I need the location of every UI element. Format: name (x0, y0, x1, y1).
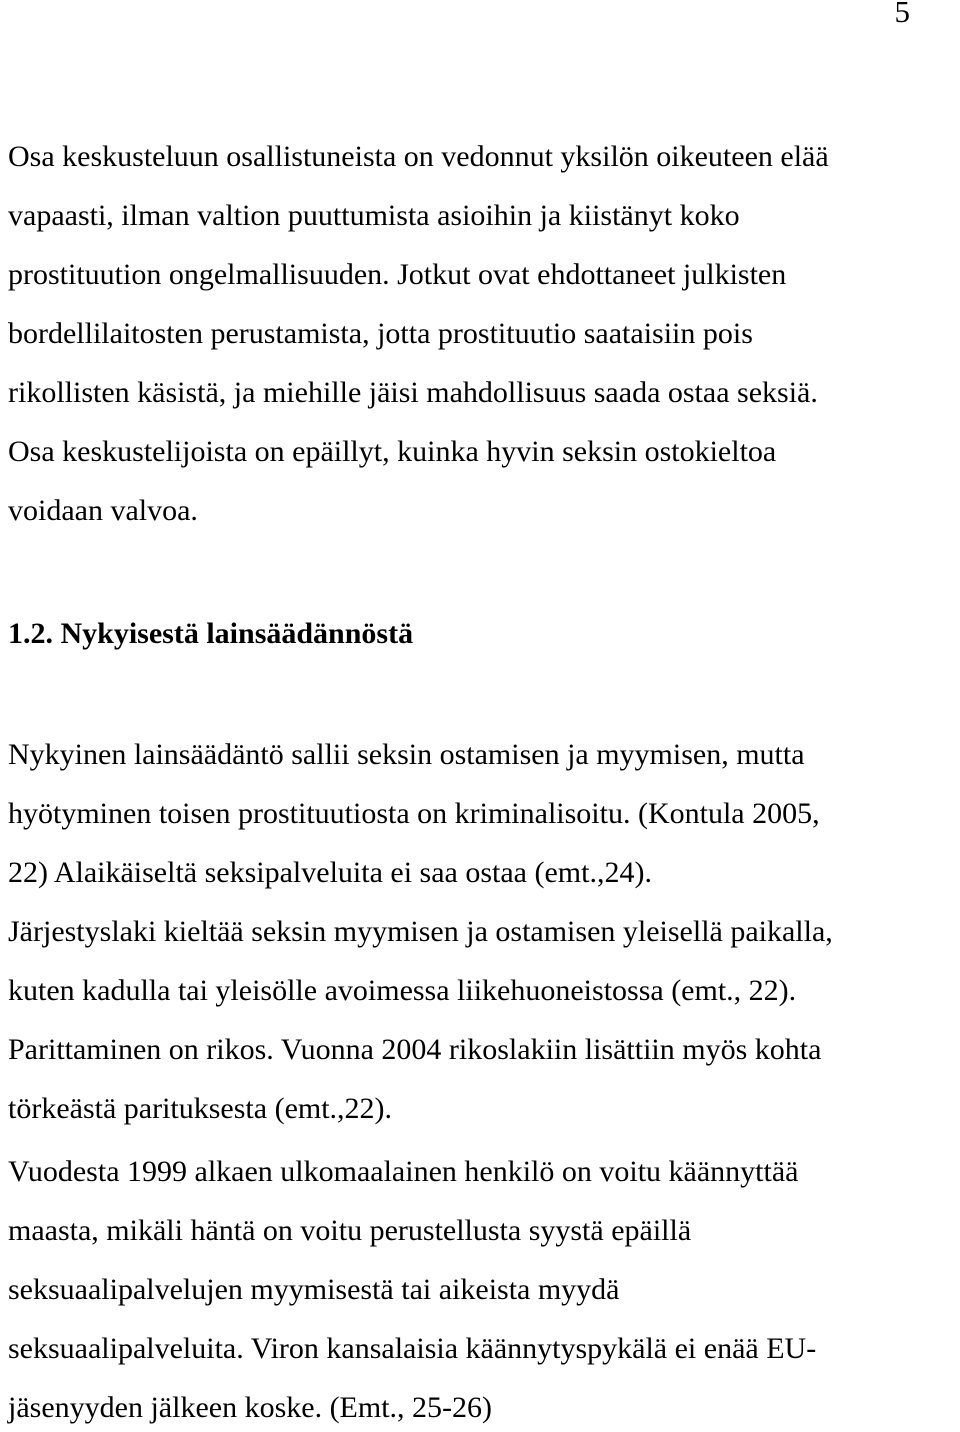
text-line: hyötyminen toisen prostituutiosta on kriminalisoitu. (Kontula 2005, (8, 797, 820, 830)
text-line: vapaasti, ilman valtion puuttumista asioihin ja kiistänyt koko (8, 199, 740, 232)
text-line: seksuaalipalvelujen myymisestä tai aikeista myydä (8, 1273, 620, 1306)
text-line: seksuaalipalveluita. Viron kansalaisia käännytyspykälä ei enää EU- (8, 1332, 817, 1365)
section-heading: 1.2. Nykyisestä lainsäädännöstä (8, 617, 414, 650)
text-line: Järjestyslaki kieltää seksin myymisen ja ostamisen yleisellä paikalla, (8, 915, 833, 948)
text-line: Osa keskustelijoista on epäillyt, kuinka hyvin seksin ostokieltoa (8, 435, 777, 468)
text-line: Osa keskusteluun osallistuneista on vedonnut yksilön oikeuteen elää (8, 140, 829, 173)
text-line: bordellilaitosten perustamista, jotta prostituutio saataisiin pois (8, 317, 753, 350)
text-line: 22) Alaikäiseltä seksipalveluita ei saa ostaa (emt.,24). (8, 856, 652, 889)
text-line: törkeästä parituksesta (emt.,22). (8, 1092, 393, 1125)
text-line: kuten kadulla tai yleisölle avoimessa liikehuoneistossa (emt., 22). (8, 974, 797, 1007)
page-number: 5 (894, 0, 910, 29)
text-line: rikollisten käsistä, ja miehille jäisi mahdollisuus saada ostaa seksiä. (8, 376, 818, 409)
text-line: jäsenyyden jälkeen koske. (Emt., 25-26) (8, 1391, 493, 1424)
text-line: Parittaminen on rikos. Vuonna 2004 rikoslakiin lisättiin myös kohta (8, 1033, 822, 1066)
text-line: prostituution ongelmallisuuden. Jotkut ovat ehdottaneet julkisten (8, 258, 787, 291)
text-line: maasta, mikäli häntä on voitu perustellusta syystä epäillä (8, 1214, 692, 1247)
text-line: Vuodesta 1999 alkaen ulkomaalainen henkilö on voitu käännyttää (8, 1155, 799, 1188)
text-line: voidaan valvoa. (8, 494, 198, 527)
text-line: Nykyinen lainsäädäntö sallii seksin ostamisen ja myymisen, mutta (8, 738, 805, 771)
